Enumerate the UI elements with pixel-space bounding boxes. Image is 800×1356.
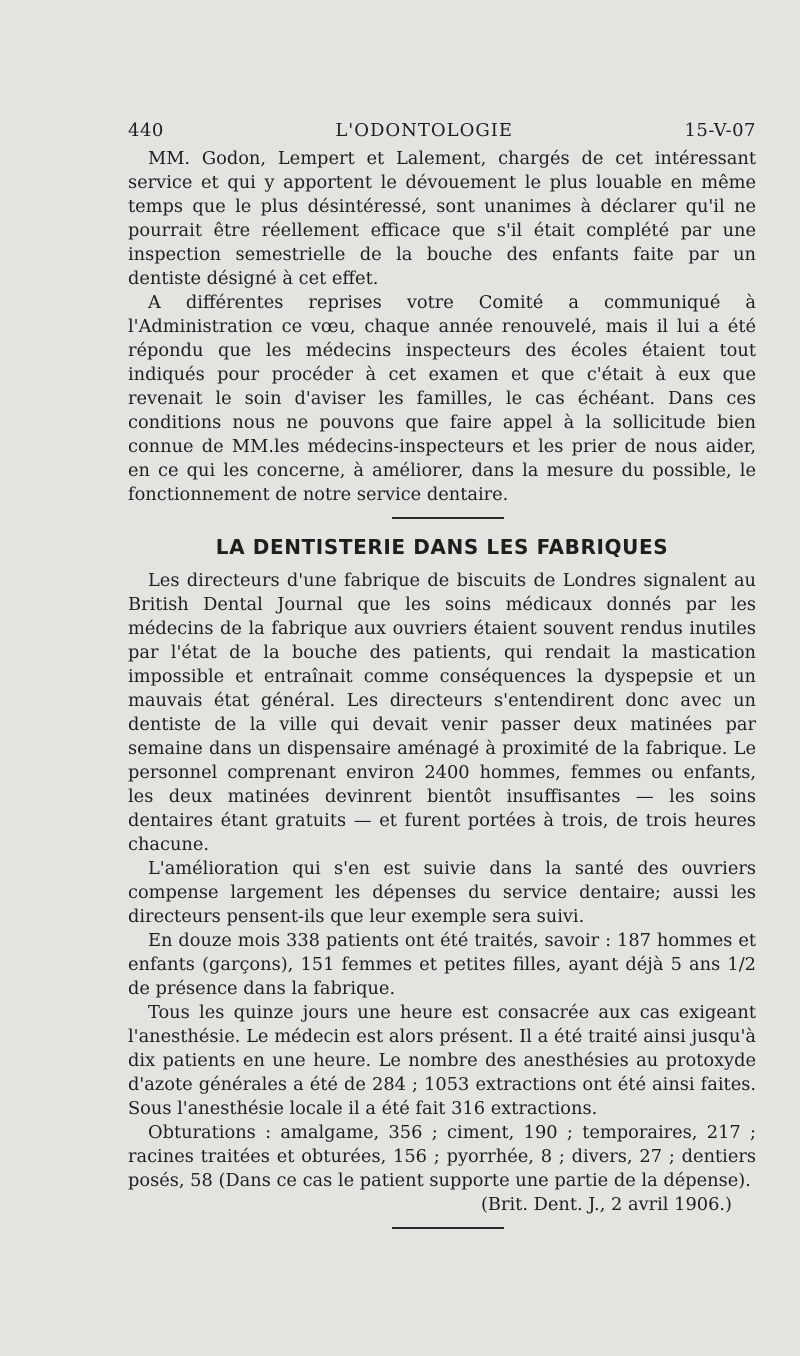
divider-rule bbox=[392, 517, 504, 519]
paragraph: Obturations : amalgame, 356 ; ciment, 190 ; temporaires, 217 ; racines traitées et obturées, 156 ; pyorrhée, 8 ; divers, 27 ; dentiers posés, 58 (Dans ce cas le patient supporte une partie de la dépense). bbox=[128, 1122, 756, 1191]
paragraph: L'amélioration qui s'en est suivie dans la santé des ouvriers compense largement les dépenses du service dentaire; aussi les directeurs pensent-ils que leur exemple sera suivi. bbox=[128, 858, 756, 927]
paragraph: Tous les quinze jours une heure est consacrée aux cas exigeant l'anesthésie. Le médecin est alors présent. Il a été traité ainsi jusqu'à dix patients en une heure. Le nombre des anesthésies au protoxyde d'azote générales a été de 284 ; 1053 extractions ont été ainsi faites. Sous l'anesthésie locale il a été fait 316 extractions. bbox=[128, 1002, 756, 1119]
paragraph: En douze mois 338 patients ont été traités, savoir : 187 hommes et enfants (garçons), 151 femmes et petites filles, ayant déjà 5 ans 1/2 de présence dans la fabrique. bbox=[128, 930, 756, 999]
paragraph: A différentes reprises votre Comité a communiqué à l'Administration ce vœu, chaque année renouvelé, mais il lui a été répondu que les médecins inspecteurs des écoles étaient tout indiqués pour procéder à cet examen et que c'était à eux que revenait le soin d'aviser les familles, le cas échéant. Dans ces conditions nous ne pouvons que faire appel à la sollicitude bien connue de MM.les médecins-inspecteurs et les prier de nous aider, en ce qui les concerne, à améliorer, dans la mesure du possible, le fonctionnement de notre service dentaire. bbox=[128, 292, 756, 505]
paragraph: MM. Godon, Lempert et Lalement, chargés de cet intéressant service et qui y apportent le dévouement le plus louable en même temps que le plus désintéressé, sont unanimes à déclarer qu'il ne pourrait être réellement efficace que s'il était complété par une inspection semestrielle de la bouche des enfants faite par un dentiste désigné à cet effet. bbox=[128, 148, 756, 289]
citation: (Brit. Dent. J., 2 avril 1906.) bbox=[480, 1194, 732, 1215]
section-title: LA DENTISTERIE DANS LES FABRIQUES bbox=[215, 535, 669, 559]
running-header bbox=[128, 120, 756, 141]
issue-date: 15-V-07 bbox=[684, 120, 756, 141]
journal-title: L'ODONTOLOGIE bbox=[335, 120, 514, 141]
divider-rule-bottom bbox=[392, 1227, 504, 1229]
paragraph: Les directeurs d'une fabrique de biscuits de Londres signalent au British Dental Journal que les soins médicaux donnés par les médecins de la fabrique aux ouvriers étaient souvent rendus inutiles par l'état de la bouche des patients, qui rendait la mastication impossible et entraînait comme conséquences la dyspepsie et un mauvais état général. Les directeurs s'entendirent donc avec un dentiste de la ville qui devait venir passer deux matinées par semaine dans un dispensaire aménagé à proximité de la fabrique. Le personnel comprenant environ 2400 hommes, femmes ou enfants, les deux matinées devinrent bientôt insuffisantes — les soins dentaires étant gratuits — et furent portées à trois, de trois heures chacune. bbox=[128, 570, 756, 855]
page-number: 440 bbox=[128, 120, 164, 141]
